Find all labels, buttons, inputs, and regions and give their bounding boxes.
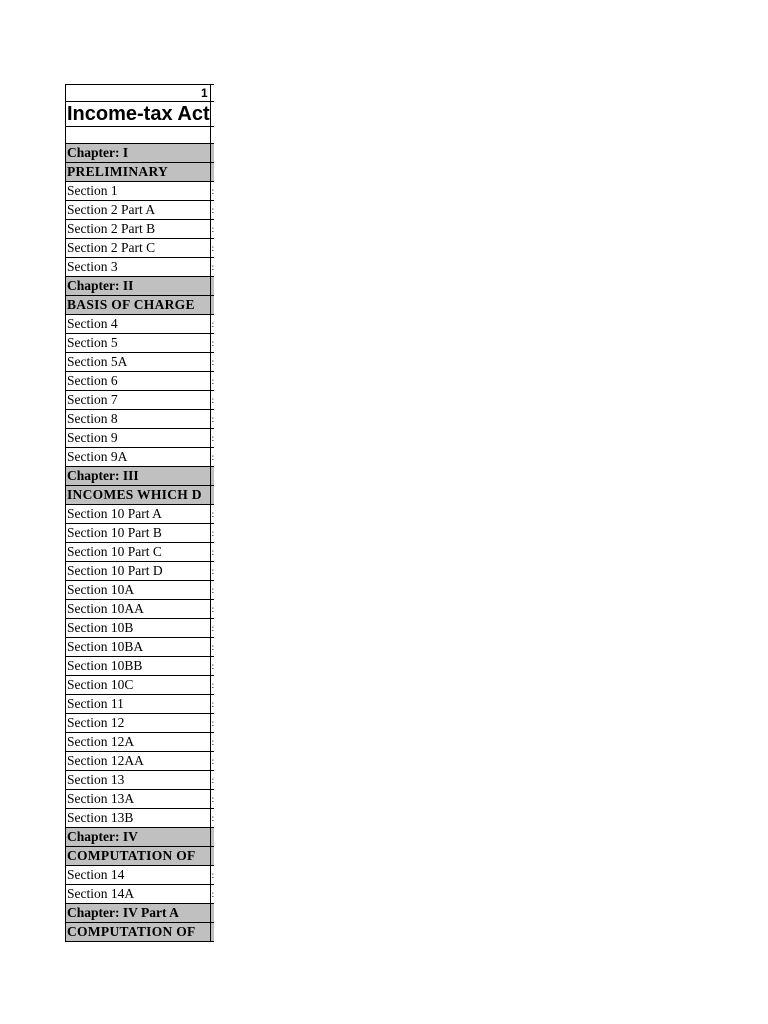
section-row <box>66 239 226 258</box>
heading-label: COMPUTATION OF <box>67 924 196 939</box>
section-row <box>66 315 226 334</box>
chapter-cell[interactable] <box>66 467 211 486</box>
section-col2-cell[interactable]: : <box>210 410 225 429</box>
section-col2-cell[interactable]: : <box>210 220 225 239</box>
chapter-row <box>66 828 226 847</box>
section-cell[interactable] <box>66 866 211 885</box>
column-number-row <box>66 85 226 102</box>
chapter-label: Chapter: I <box>67 145 129 160</box>
chapter-row <box>66 467 226 486</box>
section-label: Section 8 <box>67 411 118 426</box>
section-row <box>66 885 226 904</box>
section-label: Section 9 <box>67 430 118 445</box>
section-row <box>66 410 226 429</box>
section-col2-cell[interactable]: : <box>210 638 225 657</box>
heading-label: COMPUTATION OF <box>67 848 196 863</box>
section-cell[interactable] <box>66 239 211 258</box>
heading-label: PRELIMINARY <box>67 164 169 179</box>
section-cell[interactable] <box>66 809 211 828</box>
section-row <box>66 752 226 771</box>
section-col2-cell[interactable]: : <box>210 809 225 828</box>
section-row <box>66 733 226 752</box>
section-row <box>66 543 226 562</box>
section-row <box>66 619 226 638</box>
chapter-cell[interactable] <box>66 277 211 296</box>
section-row <box>66 220 226 239</box>
chapter-label: Chapter: II <box>67 278 134 293</box>
section-row <box>66 182 226 201</box>
section-cell[interactable] <box>66 600 211 619</box>
section-col2-cell[interactable]: : <box>210 676 225 695</box>
section-cell[interactable] <box>66 695 211 714</box>
chapter-label: Chapter: IV <box>67 829 138 844</box>
section-label: Section 9A <box>67 449 128 464</box>
heading-cell[interactable] <box>66 296 211 315</box>
section-label: Section 2 Part C <box>67 240 156 255</box>
section-cell[interactable] <box>66 543 211 562</box>
section-col2-cell[interactable]: : <box>210 733 225 752</box>
section-col2-cell[interactable]: : <box>210 505 225 524</box>
section-col2-cell[interactable]: : <box>210 619 225 638</box>
section-cell[interactable] <box>66 657 211 676</box>
chapter-cell[interactable] <box>66 828 211 847</box>
section-col2-cell[interactable]: : <box>210 448 225 467</box>
heading-label: INCOMES WHICH D <box>67 487 202 502</box>
section-label: Section 3 <box>67 259 118 274</box>
section-row <box>66 372 226 391</box>
section-label: Section 5A <box>67 354 128 369</box>
section-col2-cell[interactable]: : <box>210 752 225 771</box>
sheet-title[interactable] <box>66 102 211 127</box>
section-label: Section 2 Part A <box>67 202 156 217</box>
chapter-row <box>66 277 226 296</box>
section-col2-cell[interactable]: : <box>210 885 225 904</box>
section-row <box>66 600 226 619</box>
section-label: Section 10 Part B <box>67 525 162 540</box>
section-col2-cell[interactable]: : <box>210 714 225 733</box>
section-col2-cell[interactable]: : <box>210 524 225 543</box>
section-col2-cell[interactable]: : <box>210 353 225 372</box>
section-label: Section 13B <box>67 810 134 825</box>
section-cell[interactable] <box>66 220 211 239</box>
section-col2-cell[interactable]: : <box>210 600 225 619</box>
section-row <box>66 638 226 657</box>
section-col2-cell[interactable]: : <box>210 543 225 562</box>
section-col2-cell[interactable]: : <box>210 771 225 790</box>
section-label: Section 11 <box>67 696 124 711</box>
chapter-label: Chapter: IV Part A <box>67 905 179 920</box>
section-col2-cell[interactable]: : <box>210 372 225 391</box>
section-cell[interactable] <box>66 505 211 524</box>
spreadsheet-table <box>65 84 226 942</box>
section-col2-cell[interactable]: : <box>210 391 225 410</box>
section-label: Section 1 <box>67 183 118 198</box>
section-label: Section 14A <box>67 886 135 901</box>
section-label: Section 12AA <box>67 753 144 768</box>
heading-row <box>66 923 226 942</box>
section-row <box>66 391 226 410</box>
section-cell[interactable] <box>66 638 211 657</box>
section-label: Section 10 Part D <box>67 563 163 578</box>
section-row <box>66 809 226 828</box>
heading-cell[interactable] <box>66 486 211 505</box>
heading-label: BASIS OF CHARGE <box>67 297 195 312</box>
section-cell[interactable] <box>66 562 211 581</box>
section-cell[interactable] <box>66 201 211 220</box>
section-cell[interactable] <box>66 391 211 410</box>
section-label: Section 10 Part C <box>67 544 162 559</box>
blank-cell-col1[interactable] <box>66 127 211 144</box>
section-row <box>66 657 226 676</box>
section-label: Section 2 Part B <box>67 221 156 236</box>
section-row <box>66 866 226 885</box>
chapter-label: Chapter: III <box>67 468 139 483</box>
chapter-row <box>66 904 226 923</box>
section-cell[interactable] <box>66 182 211 201</box>
section-label: Section 12A <box>67 734 135 749</box>
section-cell[interactable] <box>66 885 211 904</box>
section-col2-cell[interactable]: : <box>210 258 225 277</box>
section-label: Section 10BB <box>67 658 143 673</box>
column-number-1[interactable]: 1 <box>66 85 211 102</box>
section-col2-cell[interactable]: : <box>210 562 225 581</box>
section-cell[interactable] <box>66 258 211 277</box>
section-row <box>66 581 226 600</box>
section-col2-cell[interactable]: : <box>210 581 225 600</box>
section-cell[interactable] <box>66 372 211 391</box>
viewport-mask <box>214 0 768 1024</box>
section-label: Section 4 <box>67 316 118 331</box>
section-label: Section 6 <box>67 373 118 388</box>
section-cell[interactable] <box>66 771 211 790</box>
section-cell[interactable] <box>66 448 211 467</box>
title-row <box>66 102 226 127</box>
section-col2-cell[interactable]: : <box>210 334 225 353</box>
section-cell[interactable] <box>66 581 211 600</box>
section-row <box>66 676 226 695</box>
section-cell[interactable] <box>66 790 211 809</box>
section-cell[interactable] <box>66 733 211 752</box>
blank-row <box>66 127 226 144</box>
section-row <box>66 695 226 714</box>
section-row <box>66 562 226 581</box>
section-cell[interactable] <box>66 714 211 733</box>
section-row <box>66 771 226 790</box>
section-row <box>66 429 226 448</box>
section-cell[interactable] <box>66 315 211 334</box>
section-row <box>66 505 226 524</box>
section-col2-cell[interactable]: : <box>210 657 225 676</box>
section-label: Section 10AA <box>67 601 144 616</box>
section-cell[interactable] <box>66 410 211 429</box>
section-label: Section 10BA <box>67 639 144 654</box>
section-label: Section 10C <box>67 677 134 692</box>
sheet-title-text: Income-tax Act <box>67 103 210 125</box>
heading-row <box>66 486 226 505</box>
heading-row <box>66 296 226 315</box>
section-col2-cell[interactable]: : <box>210 790 225 809</box>
heading-cell[interactable] <box>66 847 211 866</box>
section-row <box>66 334 226 353</box>
section-col2-cell[interactable]: : <box>210 239 225 258</box>
section-col2-cell[interactable]: : <box>210 315 225 334</box>
section-row <box>66 790 226 809</box>
section-cell[interactable] <box>66 353 211 372</box>
section-cell[interactable] <box>66 752 211 771</box>
heading-row <box>66 847 226 866</box>
section-label: Section 13A <box>67 791 135 806</box>
section-cell[interactable] <box>66 334 211 353</box>
section-row <box>66 714 226 733</box>
section-row <box>66 201 226 220</box>
section-col2-cell[interactable]: : <box>210 201 225 220</box>
section-label: Section 7 <box>67 392 118 407</box>
section-label: Section 14 <box>67 867 125 882</box>
section-col2-cell[interactable]: : <box>210 429 225 448</box>
section-cell[interactable] <box>66 676 211 695</box>
section-row <box>66 448 226 467</box>
section-col2-cell[interactable]: : <box>210 695 225 714</box>
chapter-cell[interactable] <box>66 144 211 163</box>
heading-cell[interactable] <box>66 923 211 942</box>
section-col2-cell[interactable]: : <box>210 182 225 201</box>
section-cell[interactable] <box>66 619 211 638</box>
section-cell[interactable] <box>66 524 211 543</box>
section-label: Section 13 <box>67 772 125 787</box>
section-row <box>66 524 226 543</box>
heading-cell[interactable] <box>66 163 211 182</box>
section-label: Section 12 <box>67 715 125 730</box>
chapter-cell[interactable] <box>66 904 211 923</box>
section-label: Section 10A <box>67 582 135 597</box>
section-label: Section 5 <box>67 335 118 350</box>
section-row <box>66 353 226 372</box>
section-label: Section 10 Part A <box>67 506 162 521</box>
section-cell[interactable] <box>66 429 211 448</box>
chapter-row <box>66 144 226 163</box>
section-label: Section 10B <box>67 620 134 635</box>
section-row <box>66 258 226 277</box>
section-col2-cell[interactable]: : <box>210 866 225 885</box>
heading-row <box>66 163 226 182</box>
